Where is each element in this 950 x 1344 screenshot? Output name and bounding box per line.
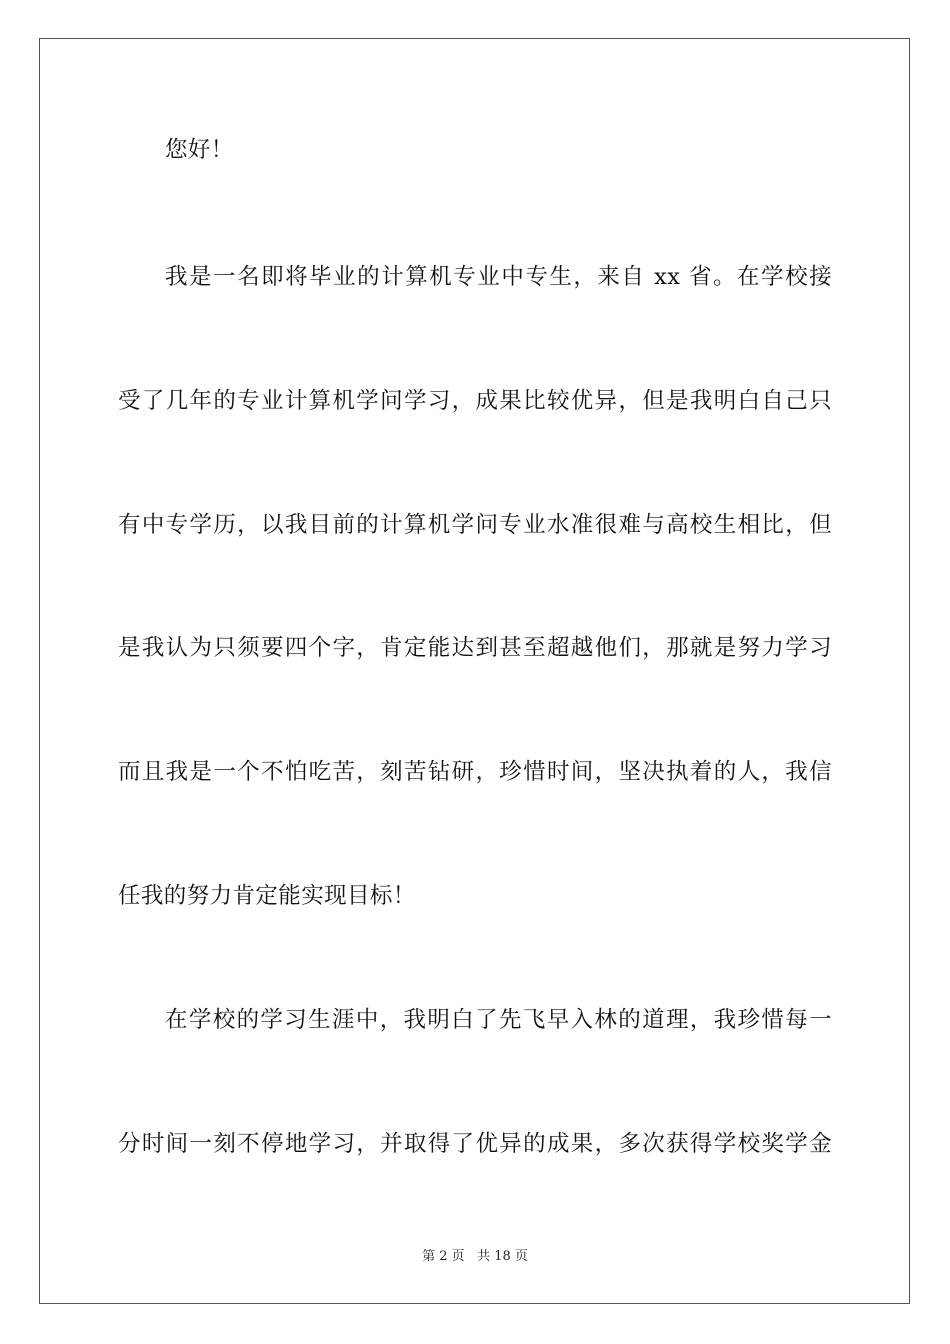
total-pages: 共 18 页 — [477, 1249, 528, 1264]
body-line: 我是一名即将毕业的计算机专业中专生，来自 xx 省。在学校接 — [165, 264, 832, 290]
body-line: 有中专学历，以我目前的计算机学问专业水准很难与高校生相比，但 — [118, 512, 832, 538]
salutation: 您好！ — [165, 137, 234, 163]
body-line: 任我的努力肯定能实现目标！ — [118, 883, 416, 909]
page-number: 第 2 页 — [422, 1249, 465, 1264]
body-line: 分时间一刻不停地学习，并取得了优异的成果，多次获得学校奖学金 — [118, 1131, 832, 1157]
body-line: 受了几年的专业计算机学问学习，成果比较优异，但是我明白自己只 — [118, 388, 832, 414]
body-line: 在学校的学习生涯中，我明白了先飞早入林的道理，我珍惜每一 — [165, 1007, 832, 1033]
page-border — [39, 38, 910, 1304]
body-line: 是我认为只须要四个字，肯定能达到甚至超越他们，那就是努力学习 — [118, 635, 832, 661]
page-footer — [0, 1248, 950, 1266]
body-line: 而且我是一个不怕吃苦，刻苦钻研，珍惜时间，坚决执着的人，我信 — [118, 759, 832, 785]
